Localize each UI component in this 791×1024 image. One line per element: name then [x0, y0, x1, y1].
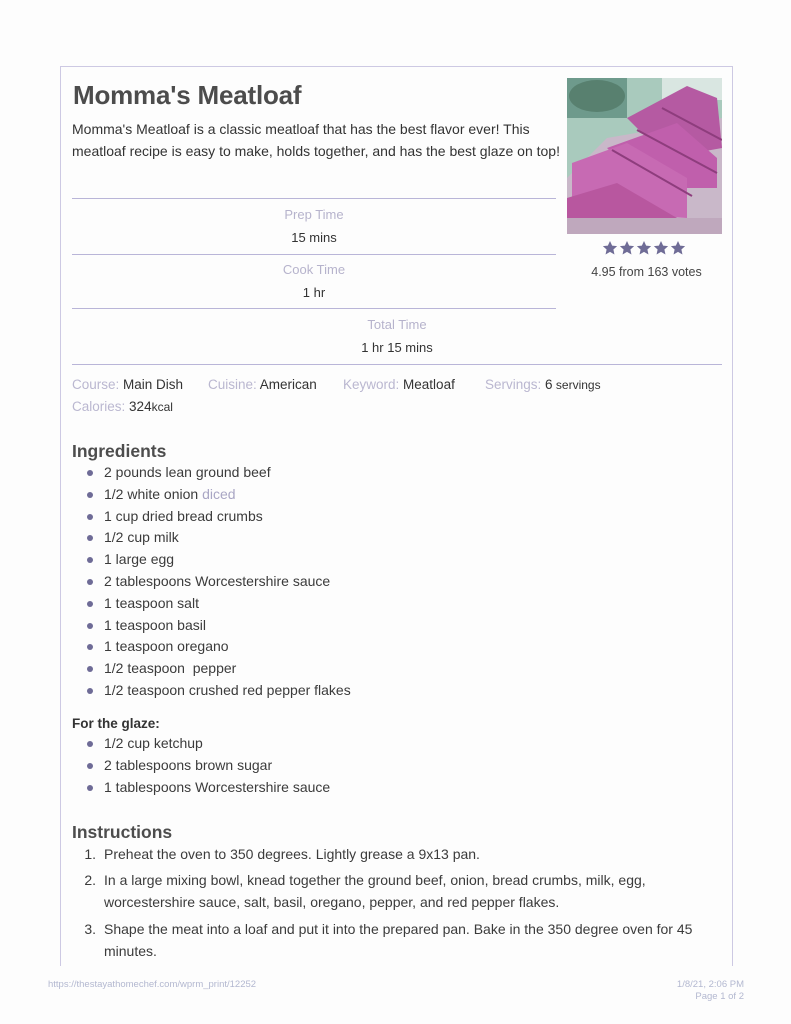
calories-value: 324 [129, 399, 152, 414]
ingredient-item [72, 571, 351, 593]
step-text: In a large mixing bowl, knead together the ground beef, onion, bread crumbs, milk, egg, worcestershire sauce, salt, basil, oregano, pepper, and red pepper flakes. [104, 872, 646, 910]
ingredient-text: 1/2 white onion [104, 485, 199, 502]
servings-label: Servings: [485, 377, 542, 392]
glaze-text: 1 tablespoons Worcestershire sauce [104, 778, 331, 795]
course-value: Main Dish [123, 377, 184, 392]
ingredient-text: 1/2 teaspoon crushed red pepper flakes [104, 681, 351, 698]
ingredient-item [72, 636, 351, 658]
prep-time-value: 15 mins [291, 230, 337, 245]
prep-time-label: Prep Time [284, 207, 344, 222]
calories-label: Calories: [72, 399, 126, 414]
course-label: Course: [72, 377, 120, 392]
rating-summary: 4.95 from 163 votes [591, 265, 702, 279]
ingredient-text: 1 cup dried bread crumbs [104, 507, 263, 524]
step-text: Preheat the oven to 350 degrees. Lightly grease a 9x13 pan. [104, 846, 480, 862]
ingredient-item [72, 484, 351, 506]
ingredients-list [72, 462, 351, 702]
ingredient-item [72, 549, 351, 571]
recipe-title: Momma's Meatloaf [73, 80, 302, 110]
cuisine-label: Cuisine: [208, 377, 257, 392]
divider [72, 364, 722, 365]
total-time-value: 1 hr 15 mins [361, 340, 433, 355]
ingredient-text: 1/2 teaspoon pepper [104, 660, 237, 677]
ingredient-item [72, 506, 351, 528]
ingredient-item [72, 593, 351, 615]
ingredient-item [72, 680, 351, 702]
divider [72, 308, 556, 309]
servings-meta [485, 377, 601, 392]
star-icon [619, 240, 635, 256]
cuisine-value: American [259, 377, 317, 392]
divider [72, 198, 556, 199]
star-rating[interactable] [602, 240, 686, 260]
ingredients-heading: Ingredients [72, 441, 167, 461]
ingredient-text: 1 teaspoon salt [104, 594, 199, 611]
glaze-list [72, 733, 330, 798]
glaze-text: 2 tablespoons brown sugar [104, 756, 273, 773]
star-icon [670, 240, 686, 256]
ingredient-item [72, 462, 351, 484]
step-number: 1. [84, 846, 96, 862]
calories-unit: kcal [151, 400, 173, 414]
glaze-item [72, 755, 330, 777]
bleed-through-text [240, 42, 243, 54]
print-footer [640, 979, 744, 1003]
calories-meta [72, 399, 173, 414]
ingredient-note: diced [202, 485, 236, 502]
cuisine-meta [208, 377, 317, 392]
print-url: https://thestayathomechef.com/wprm_print/12252 [48, 979, 257, 990]
print-date: 1/8/21, 2:06 PM [676, 979, 744, 990]
step-text: Shape the meat into a loaf and put it into the prepared pan. Bake in the 350 degree oven for 45 minutes. [104, 921, 693, 959]
cook-time-label: Cook Time [282, 262, 346, 277]
ingredient-text: 1 large egg [104, 551, 175, 568]
ingredient-text: 2 tablespoons Worcestershire sauce [104, 572, 331, 589]
servings-unit-text: servings [555, 378, 601, 392]
ingredient-item [72, 658, 351, 680]
step-number: 3. [84, 921, 96, 937]
star-icon [602, 240, 618, 256]
ingredient-text: 2 pounds lean ground beef [104, 464, 271, 480]
page-number: Page 1 of 2 [695, 991, 744, 1002]
keyword-value: Meatloaf [403, 377, 455, 392]
glaze-item [72, 733, 330, 755]
glaze-item [72, 777, 330, 799]
ingredient-text: 1 teaspoon oregano [104, 638, 229, 655]
star-icon [653, 240, 669, 256]
ingredient-item [72, 527, 351, 549]
glaze-text: 1/2 cup ketchup [104, 735, 203, 751]
star-icon [636, 240, 652, 256]
recipe-summary: Momma's Meatloaf is a classic meatloaf that has the best flavor ever! This meatloaf recipe is easy to make, holds together, and has the best glaze on top! [72, 121, 560, 159]
cook-time-value: 1 hr [302, 285, 326, 300]
meatloaf-photo [567, 78, 722, 234]
servings-value: 6 [545, 377, 553, 392]
ingredient-text: 1 teaspoon basil [104, 616, 206, 633]
ingredient-item [72, 615, 351, 637]
divider [72, 254, 556, 255]
instructions-heading: Instructions [72, 822, 173, 842]
step-number: 2. [84, 872, 96, 888]
total-time-label: Total Time [367, 317, 427, 332]
course-meta [72, 377, 183, 392]
keyword-label: Keyword: [343, 377, 400, 392]
ingredient-text: 1/2 cup milk [104, 529, 179, 546]
keyword-meta [343, 377, 455, 392]
glaze-heading: For the glaze: [72, 716, 160, 731]
servings-unit [553, 378, 601, 392]
